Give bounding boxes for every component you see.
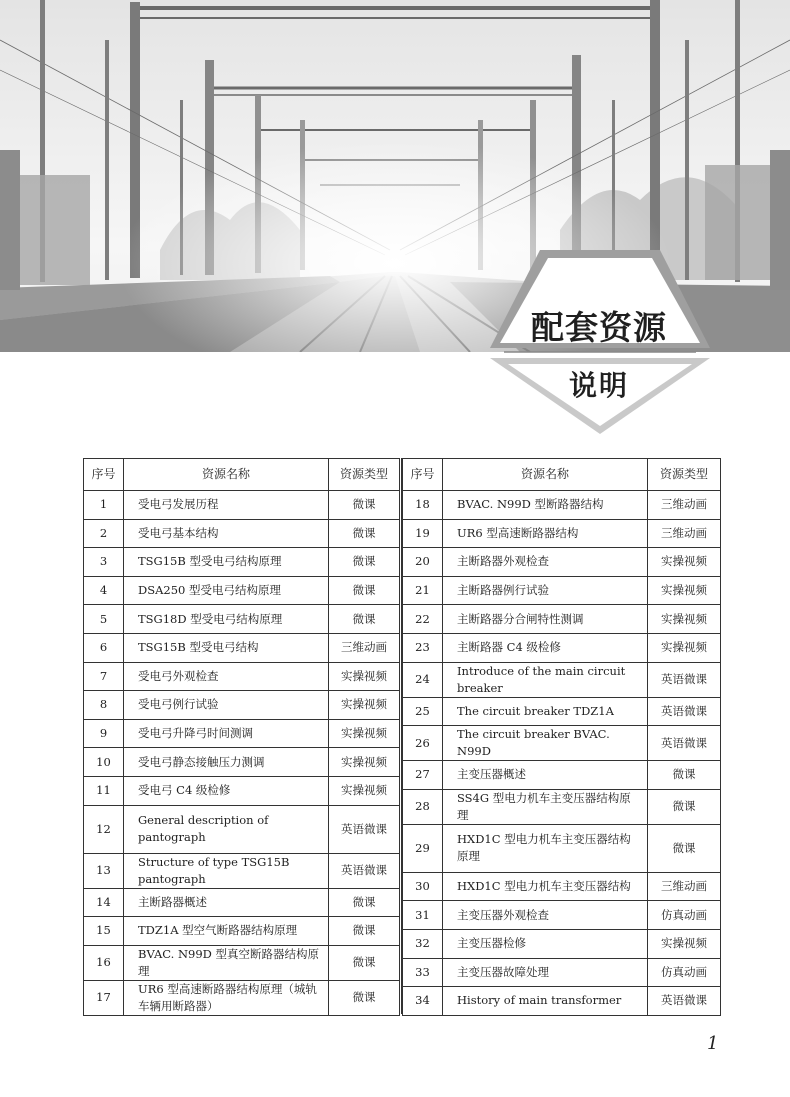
table-row — [84, 917, 400, 946]
table-row — [84, 776, 400, 805]
cell-type: 实操视频 — [648, 633, 721, 662]
table-row — [403, 633, 721, 662]
table-row — [403, 929, 721, 958]
cell-type: 微课 — [329, 917, 400, 946]
cell-type: 微课 — [329, 491, 400, 520]
resource-table-right — [402, 458, 721, 1016]
cell-no: 7 — [84, 662, 124, 691]
table-row — [84, 748, 400, 777]
cell-no: 34 — [403, 987, 443, 1016]
cell-type: 英语微课 — [648, 662, 721, 697]
cell-no: 17 — [84, 980, 124, 1015]
cell-type: 实操视频 — [329, 776, 400, 805]
table-header-row — [84, 459, 400, 491]
cell-no: 2 — [84, 519, 124, 548]
table-row — [403, 491, 721, 520]
cell-no: 14 — [84, 888, 124, 917]
table-header-row — [403, 459, 721, 491]
cell-type: 英语微课 — [648, 726, 721, 761]
cell-name: General description of pantograph — [124, 805, 329, 853]
cell-type: 英语微课 — [648, 987, 721, 1016]
cell-no: 26 — [403, 726, 443, 761]
table-row — [84, 853, 400, 888]
cell-name: History of main transformer — [443, 987, 648, 1016]
table-row — [403, 789, 721, 824]
cell-type: 英语微课 — [329, 805, 400, 853]
cell-type: 实操视频 — [329, 691, 400, 720]
cell-type: 微课 — [648, 824, 721, 872]
cell-type: 英语微课 — [329, 853, 400, 888]
table-row — [403, 662, 721, 697]
table-row — [403, 901, 721, 930]
cell-no: 10 — [84, 748, 124, 777]
cell-name: Structure of type TSG15B pantograph — [124, 853, 329, 888]
header-no: 序号 — [403, 459, 443, 491]
cell-no: 27 — [403, 761, 443, 790]
cell-type: 实操视频 — [329, 719, 400, 748]
cell-no: 3 — [84, 548, 124, 577]
cell-no: 8 — [84, 691, 124, 720]
table-row — [84, 719, 400, 748]
cell-name: 主变压器检修 — [443, 929, 648, 958]
cell-type: 微课 — [329, 576, 400, 605]
cell-no: 33 — [403, 958, 443, 987]
header-type: 资源类型 — [648, 459, 721, 491]
cell-no: 32 — [403, 929, 443, 958]
cell-name: 受电弓静态接触压力测调 — [124, 748, 329, 777]
cell-name: 主变压器外观检查 — [443, 901, 648, 930]
header-name: 资源名称 — [124, 459, 329, 491]
table-row — [84, 662, 400, 691]
cell-no: 4 — [84, 576, 124, 605]
cell-no: 16 — [84, 945, 124, 980]
table-row — [403, 726, 721, 761]
table-row — [84, 888, 400, 917]
cell-name: 受电弓发展历程 — [124, 491, 329, 520]
table-row — [403, 958, 721, 987]
cell-name: 受电弓基本结构 — [124, 519, 329, 548]
cell-type: 三维动画 — [329, 633, 400, 662]
cell-no: 6 — [84, 633, 124, 662]
banner-title-line2: 说明 — [568, 369, 629, 402]
cell-no: 9 — [84, 719, 124, 748]
cell-name: 主断路器 C4 级检修 — [443, 633, 648, 662]
cell-no: 30 — [403, 872, 443, 901]
cell-name: BVAC. N99D 型真空断路器结构原理 — [124, 945, 329, 980]
cell-type: 微课 — [648, 761, 721, 790]
resource-table — [83, 458, 720, 1014]
table-row — [84, 805, 400, 853]
cell-name: The circuit breaker BVAC. N99D — [443, 726, 648, 761]
table-row — [403, 872, 721, 901]
cell-type: 三维动画 — [648, 491, 721, 520]
header-no: 序号 — [84, 459, 124, 491]
table-row — [84, 576, 400, 605]
table-row — [403, 576, 721, 605]
cell-name: 主变压器故障处理 — [443, 958, 648, 987]
cell-type: 微课 — [648, 789, 721, 824]
table-row — [403, 519, 721, 548]
cell-type: 微课 — [329, 519, 400, 548]
cell-type: 实操视频 — [329, 748, 400, 777]
cell-type: 微课 — [329, 945, 400, 980]
cell-type: 实操视频 — [648, 576, 721, 605]
cell-no: 1 — [84, 491, 124, 520]
cell-type: 英语微课 — [648, 697, 721, 726]
cell-name: The circuit breaker TDZ1A — [443, 697, 648, 726]
cell-name: 受电弓外观检查 — [124, 662, 329, 691]
table-row — [403, 761, 721, 790]
cell-type: 微课 — [329, 605, 400, 634]
page-number: 1 — [707, 1033, 719, 1054]
cell-name: UR6 型高速断路器结构原理（城轨车辆用断路器） — [124, 980, 329, 1015]
cell-name: 主断路器例行试验 — [443, 576, 648, 605]
table-row — [84, 548, 400, 577]
cell-name: 受电弓例行试验 — [124, 691, 329, 720]
table-row — [403, 987, 721, 1016]
table-row — [403, 697, 721, 726]
cell-no: 18 — [403, 491, 443, 520]
cell-name: UR6 型高速断路器结构 — [443, 519, 648, 548]
cell-no: 13 — [84, 853, 124, 888]
cell-name: BVAC. N99D 型断路器结构 — [443, 491, 648, 520]
table-row — [403, 605, 721, 634]
cell-type: 微课 — [329, 980, 400, 1015]
cell-name: TDZ1A 型空气断路器结构原理 — [124, 917, 329, 946]
cell-name: HXD1C 型电力机车主变压器结构原理 — [443, 824, 648, 872]
table-row — [84, 980, 400, 1015]
cell-no: 28 — [403, 789, 443, 824]
cell-no: 24 — [403, 662, 443, 697]
cell-type: 实操视频 — [329, 662, 400, 691]
cell-name: 主断路器分合闸特性测调 — [443, 605, 648, 634]
table-row — [84, 945, 400, 980]
cell-name: TSG15B 型受电弓结构 — [124, 633, 329, 662]
table-row — [84, 491, 400, 520]
cell-no: 25 — [403, 697, 443, 726]
cell-name: TSG15B 型受电弓结构原理 — [124, 548, 329, 577]
cell-type: 三维动画 — [648, 519, 721, 548]
cell-no: 15 — [84, 917, 124, 946]
header-name: 资源名称 — [443, 459, 648, 491]
cell-type: 微课 — [329, 548, 400, 577]
cell-name: SS4G 型电力机车主变压器结构原理 — [443, 789, 648, 824]
header-type: 资源类型 — [329, 459, 400, 491]
cell-no: 11 — [84, 776, 124, 805]
cell-type: 实操视频 — [648, 929, 721, 958]
cell-name: TSG18D 型受电弓结构原理 — [124, 605, 329, 634]
cell-type: 实操视频 — [648, 548, 721, 577]
cell-name: 主变压器概述 — [443, 761, 648, 790]
table-row — [84, 633, 400, 662]
cell-no: 21 — [403, 576, 443, 605]
cell-name: HXD1C 型电力机车主变压器结构 — [443, 872, 648, 901]
cell-type: 三维动画 — [648, 872, 721, 901]
cell-name: 主断路器概述 — [124, 888, 329, 917]
cell-type: 微课 — [329, 888, 400, 917]
cell-type: 实操视频 — [648, 605, 721, 634]
cell-no: 12 — [84, 805, 124, 853]
table-row — [84, 691, 400, 720]
cell-name: 主断路器外观检查 — [443, 548, 648, 577]
resource-table-left — [83, 458, 400, 1016]
cell-no: 23 — [403, 633, 443, 662]
cell-no: 5 — [84, 605, 124, 634]
cell-name: Introduce of the main circuit breaker — [443, 662, 648, 697]
cell-no: 19 — [403, 519, 443, 548]
table-row — [403, 824, 721, 872]
cell-no: 22 — [403, 605, 443, 634]
cell-no: 20 — [403, 548, 443, 577]
table-row — [84, 605, 400, 634]
cell-type: 仿真动画 — [648, 958, 721, 987]
cell-no: 31 — [403, 901, 443, 930]
table-row — [84, 519, 400, 548]
cell-name: 受电弓升降弓时间测调 — [124, 719, 329, 748]
cell-type: 仿真动画 — [648, 901, 721, 930]
cell-name: 受电弓 C4 级检修 — [124, 776, 329, 805]
table-row — [403, 548, 721, 577]
banner-title-line1: 配套资源 — [531, 308, 667, 347]
cell-no: 29 — [403, 824, 443, 872]
cell-name: DSA250 型受电弓结构原理 — [124, 576, 329, 605]
